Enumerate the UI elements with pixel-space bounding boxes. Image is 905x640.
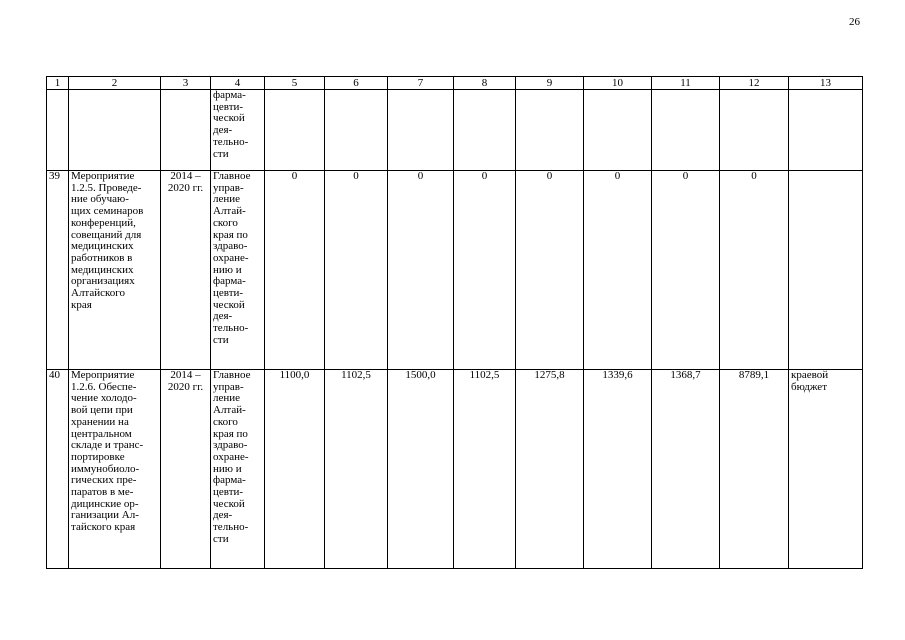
- cell-source: [789, 90, 863, 171]
- cell-value: 1100,0: [265, 370, 325, 569]
- cell-value: [584, 90, 652, 171]
- program-table: [46, 76, 863, 569]
- cell-executor: Главное управ- ление Алтай- ского края по здраво- охране- нию и фарма- цевти- ческой дея- тельно- сти: [211, 370, 265, 569]
- cell-value: 1102,5: [325, 370, 388, 569]
- column-header: 12: [720, 77, 789, 90]
- table-row: [47, 370, 863, 569]
- cell-value: [652, 90, 720, 171]
- cell-value: 1102,5: [454, 370, 516, 569]
- cell-period: [161, 90, 211, 171]
- column-header: 11: [652, 77, 720, 90]
- column-header: 2: [69, 77, 161, 90]
- column-header: 4: [211, 77, 265, 90]
- column-header: 10: [584, 77, 652, 90]
- column-header: 9: [516, 77, 584, 90]
- column-header: 13: [789, 77, 863, 90]
- cell-value: 0: [652, 171, 720, 370]
- cell-title: Мероприятие 1.2.5. Проведе- ние обучаю- щих семинаров конференций, совещаний для медицинских работников в медицинских организациях Алтайского края: [69, 171, 161, 370]
- cell-value: 8789,1: [720, 370, 789, 569]
- cell-value: [720, 90, 789, 171]
- page-number: 26: [849, 16, 860, 28]
- cell-value: 0: [388, 171, 454, 370]
- cell-value: 0: [325, 171, 388, 370]
- cell-value: 0: [584, 171, 652, 370]
- cell-value: [388, 90, 454, 171]
- cell-period: 2014 – 2020 гг.: [161, 370, 211, 569]
- cell-title: Мероприятие 1.2.6. Обеспе- чение холодо- вой цепи при хранении на центральном складе и транс- портировке иммунобиоло- гических пре- паратов в ме- дицинские ор- ганизации Ал- тайского края: [69, 370, 161, 569]
- cell-value: 0: [720, 171, 789, 370]
- cell-value: 0: [454, 171, 516, 370]
- header-row: [47, 77, 863, 90]
- cell-value: 1275,8: [516, 370, 584, 569]
- cell-num: [47, 90, 69, 171]
- column-header: 3: [161, 77, 211, 90]
- cell-value: [454, 90, 516, 171]
- table-row-continuation: [47, 90, 863, 171]
- cell-value: [265, 90, 325, 171]
- column-header: 5: [265, 77, 325, 90]
- cell-value: 1339,6: [584, 370, 652, 569]
- cell-value: 0: [516, 171, 584, 370]
- cell-executor: Главное управ- ление Алтай- ского края по здраво- охране- нию и фарма- цевти- ческой дея- тельно- сти: [211, 171, 265, 370]
- cell-source: [789, 171, 863, 370]
- table-row: [47, 171, 863, 370]
- cell-num: 39: [47, 171, 69, 370]
- cell-executor: фарма- цевти- ческой дея- тельно- сти: [211, 90, 265, 171]
- cell-period: 2014 – 2020 гг.: [161, 171, 211, 370]
- cell-source: краевой бюджет: [789, 370, 863, 569]
- cell-value: 1368,7: [652, 370, 720, 569]
- column-header: 7: [388, 77, 454, 90]
- cell-value: [516, 90, 584, 171]
- cell-num: 40: [47, 370, 69, 569]
- column-header: 6: [325, 77, 388, 90]
- column-header: 8: [454, 77, 516, 90]
- cell-value: [325, 90, 388, 171]
- cell-title: [69, 90, 161, 171]
- column-header: 1: [47, 77, 69, 90]
- cell-value: 0: [265, 171, 325, 370]
- cell-value: 1500,0: [388, 370, 454, 569]
